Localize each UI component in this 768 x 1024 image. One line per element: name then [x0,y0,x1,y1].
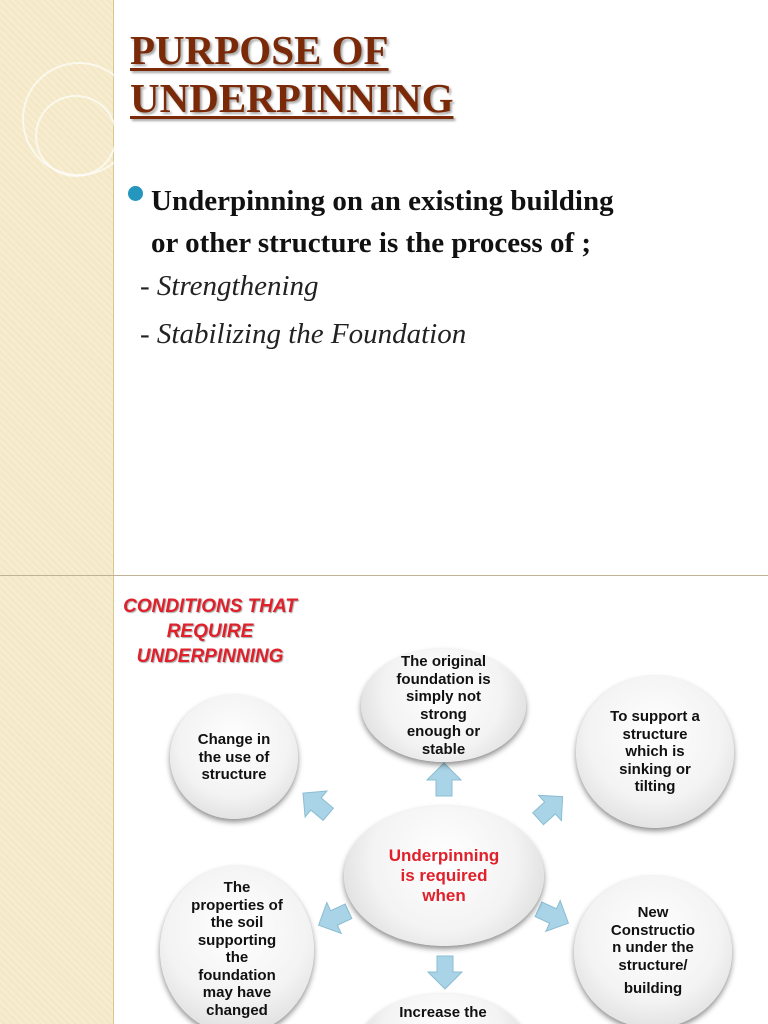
node-text-line: strong [420,705,467,723]
slide-conditions [0,576,768,1024]
node-text-line: Increase the [399,1004,487,1021]
node-increase-load [358,994,528,1024]
node-text-line: structure [622,725,688,743]
node-support-sinking-structure [576,676,734,828]
node-text-line: foundation [198,966,276,984]
title-line-2: UNDERPINNING [130,75,454,121]
node-text-line: the use of [198,748,270,766]
diagram-title [96,594,324,669]
node-text-line: New [637,904,669,921]
decorative-sidebar [0,0,114,576]
node-text-line: the soil [210,914,264,931]
node-text-line: simply not [405,688,481,705]
arrow-up-left-icon [288,776,344,832]
node-text-line: Constructio [610,921,696,939]
bullet-line-1: Underpinning on an existing building [151,185,614,217]
bullet-line-2: or other structure is the process of ; [151,227,592,259]
diagram-title-line: CONDITIONS THAT [123,596,297,617]
node-text-line: structure/ [618,956,688,974]
sub-item-stabilizing: - Stabilizing the Foundation [140,318,467,350]
sidebar-circle-decoration [35,95,117,177]
node-text-line: tilting [634,778,676,795]
diagram-title-line: UNDERPINNING [136,646,284,667]
node-text-line: supporting [197,931,277,949]
center-node-line: is required [400,866,488,885]
node-new-construction [574,876,732,1024]
center-node-line: when [422,886,466,905]
title-line-1: PURPOSE OF [130,27,389,73]
arrow-up-icon [424,760,464,800]
node-text-line: structure [201,766,267,783]
diagram-title-line: REQUIRE [166,621,254,642]
node-text-line: The [223,879,251,896]
node-text-line: enough or [406,723,481,740]
node-text-line: foundation is [396,670,491,688]
arrow-up-right-icon [522,780,578,836]
node-change-in-use [170,695,298,819]
center-node-line: Underpinning [388,846,500,865]
node-text-line: building [623,980,683,997]
node-original-foundation [361,649,526,762]
center-node [344,806,544,946]
arrow-down-icon [425,952,465,992]
sub-item-strengthening: - Strengthening [140,270,319,302]
node-text-line: which is [625,743,685,760]
node-text-line: Change in [197,731,271,748]
node-text-line: n under the [612,939,694,956]
node-text-line: stable [421,740,466,758]
bullet-dot-icon [128,186,143,201]
node-text-line: The original [400,653,486,670]
node-soil-properties-changed [160,866,314,1024]
node-text-line: the [225,949,249,966]
slide-title [130,26,453,122]
node-text-line: To support a [610,708,700,725]
node-text-line: changed [206,1001,268,1019]
bullet-text [147,180,747,264]
node-text-line: may have [202,984,272,1001]
node-text-line: sinking or [619,760,691,778]
node-text-line: properties of [191,896,283,914]
